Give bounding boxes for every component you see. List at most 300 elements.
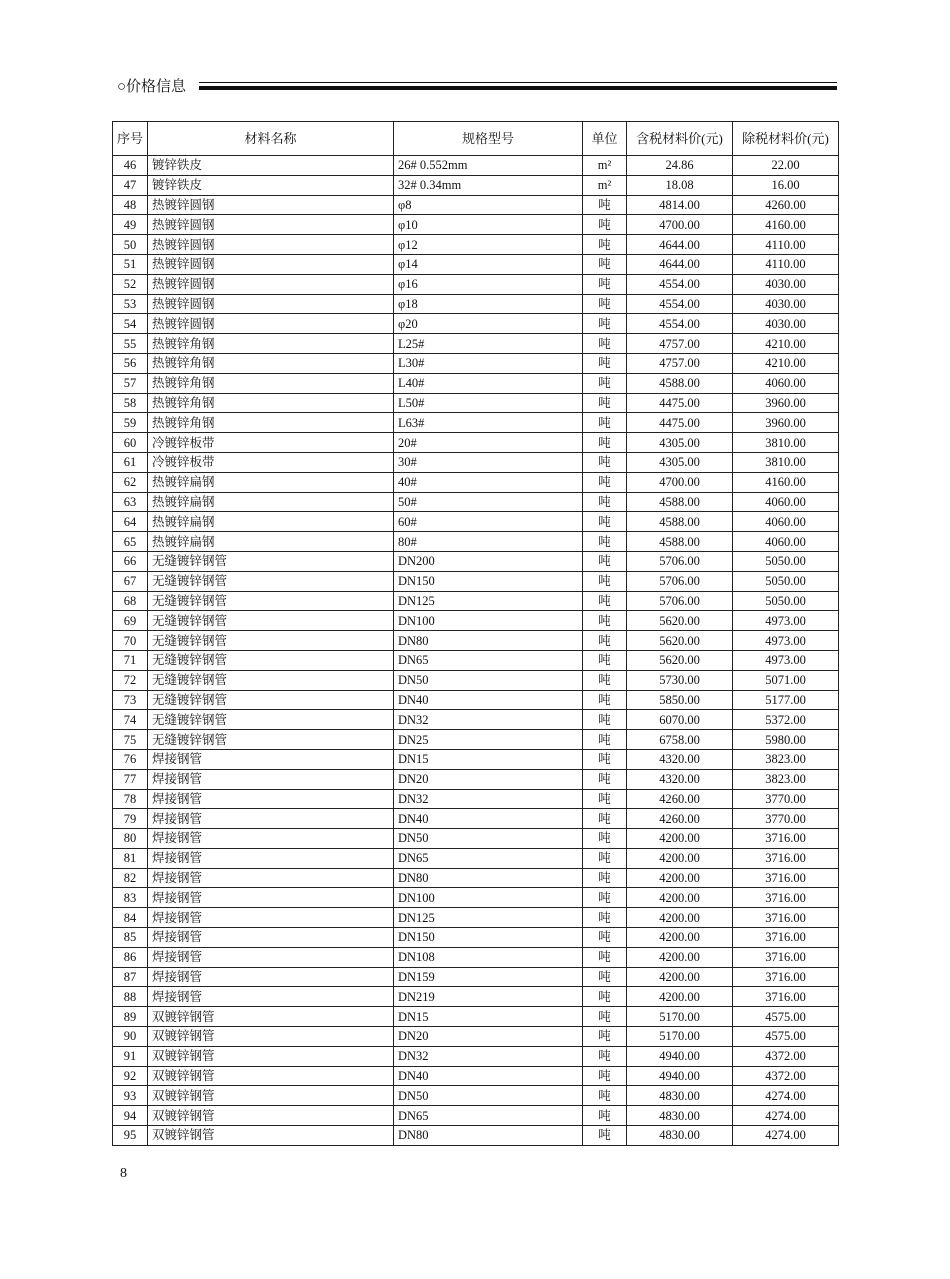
- cell-price-with-tax: 4700.00: [627, 472, 733, 492]
- cell-unit: 吨: [583, 571, 627, 591]
- cell-price-without-tax: 3716.00: [733, 947, 839, 967]
- cell-name: 热镀锌扁钢: [148, 532, 394, 552]
- table-row: [113, 1046, 839, 1066]
- cell-no: 80: [113, 829, 148, 849]
- cell-price-with-tax: 4260.00: [627, 789, 733, 809]
- cell-price-without-tax: 16.00: [733, 175, 839, 195]
- cell-price-with-tax: 4757.00: [627, 334, 733, 354]
- cell-name: 无缝镀锌钢管: [148, 611, 394, 631]
- cell-spec: 20#: [394, 433, 583, 453]
- cell-name: 热镀锌角钢: [148, 334, 394, 354]
- cell-unit: m²: [583, 156, 627, 176]
- table-row: [113, 492, 839, 512]
- table-row: [113, 235, 839, 255]
- cell-no: 48: [113, 195, 148, 215]
- cell-no: 53: [113, 294, 148, 314]
- cell-price-without-tax: 4210.00: [733, 353, 839, 373]
- cell-no: 95: [113, 1126, 148, 1146]
- table-body: [113, 156, 839, 1146]
- cell-spec: 30#: [394, 452, 583, 472]
- table-row: [113, 294, 839, 314]
- cell-no: 50: [113, 235, 148, 255]
- col-header-spec: 规格型号: [394, 122, 583, 156]
- table-header-row: [113, 122, 839, 156]
- cell-price-without-tax: 4260.00: [733, 195, 839, 215]
- cell-price-without-tax: 3716.00: [733, 967, 839, 987]
- table-row: [113, 670, 839, 690]
- cell-price-without-tax: 5050.00: [733, 591, 839, 611]
- cell-price-with-tax: 4200.00: [627, 967, 733, 987]
- cell-unit: 吨: [583, 710, 627, 730]
- cell-price-without-tax: 4274.00: [733, 1126, 839, 1146]
- cell-unit: 吨: [583, 373, 627, 393]
- cell-no: 61: [113, 452, 148, 472]
- cell-unit: 吨: [583, 611, 627, 631]
- cell-price-without-tax: 5071.00: [733, 670, 839, 690]
- section-header: [115, 76, 837, 100]
- table-row: [113, 1106, 839, 1126]
- cell-unit: 吨: [583, 314, 627, 334]
- cell-unit: 吨: [583, 433, 627, 453]
- table-row: [113, 789, 839, 809]
- cell-price-without-tax: 5980.00: [733, 730, 839, 750]
- cell-price-with-tax: 4200.00: [627, 888, 733, 908]
- cell-unit: 吨: [583, 749, 627, 769]
- cell-price-without-tax: 4030.00: [733, 314, 839, 334]
- cell-price-without-tax: 3960.00: [733, 413, 839, 433]
- cell-price-with-tax: 5620.00: [627, 631, 733, 651]
- table-row: [113, 353, 839, 373]
- table-row: [113, 314, 839, 334]
- cell-name: 无缝镀锌钢管: [148, 591, 394, 611]
- cell-spec: φ20: [394, 314, 583, 334]
- cell-name: 焊接钢管: [148, 769, 394, 789]
- cell-name: 焊接钢管: [148, 809, 394, 829]
- cell-spec: φ16: [394, 274, 583, 294]
- cell-name: 无缝镀锌钢管: [148, 710, 394, 730]
- cell-spec: DN100: [394, 888, 583, 908]
- cell-spec: DN80: [394, 868, 583, 888]
- cell-no: 54: [113, 314, 148, 334]
- cell-unit: 吨: [583, 254, 627, 274]
- cell-name: 热镀锌角钢: [148, 413, 394, 433]
- table-row: [113, 175, 839, 195]
- cell-unit: 吨: [583, 769, 627, 789]
- cell-price-without-tax: 4060.00: [733, 373, 839, 393]
- section-title: ○价格信息: [117, 79, 187, 95]
- cell-price-with-tax: 4200.00: [627, 908, 733, 928]
- cell-spec: DN25: [394, 730, 583, 750]
- cell-price-without-tax: 4372.00: [733, 1066, 839, 1086]
- cell-unit: 吨: [583, 888, 627, 908]
- cell-no: 57: [113, 373, 148, 393]
- cell-name: 无缝镀锌钢管: [148, 551, 394, 571]
- cell-unit: 吨: [583, 274, 627, 294]
- cell-no: 76: [113, 749, 148, 769]
- cell-price-with-tax: 18.08: [627, 175, 733, 195]
- cell-no: 83: [113, 888, 148, 908]
- cell-unit: 吨: [583, 532, 627, 552]
- cell-spec: L40#: [394, 373, 583, 393]
- table-row: [113, 947, 839, 967]
- table-row: [113, 690, 839, 710]
- cell-price-with-tax: 4200.00: [627, 848, 733, 868]
- cell-unit: 吨: [583, 353, 627, 373]
- cell-unit: 吨: [583, 512, 627, 532]
- cell-unit: 吨: [583, 452, 627, 472]
- table-row: [113, 571, 839, 591]
- cell-no: 75: [113, 730, 148, 750]
- cell-unit: 吨: [583, 1007, 627, 1027]
- cell-spec: L63#: [394, 413, 583, 433]
- cell-spec: DN200: [394, 551, 583, 571]
- cell-no: 81: [113, 848, 148, 868]
- cell-price-with-tax: 4700.00: [627, 215, 733, 235]
- cell-spec: DN159: [394, 967, 583, 987]
- cell-spec: DN32: [394, 789, 583, 809]
- cell-price-without-tax: 5177.00: [733, 690, 839, 710]
- cell-name: 热镀锌圆钢: [148, 195, 394, 215]
- cell-name: 焊接钢管: [148, 829, 394, 849]
- cell-unit: 吨: [583, 868, 627, 888]
- cell-spec: DN20: [394, 769, 583, 789]
- cell-price-with-tax: 4554.00: [627, 314, 733, 334]
- header-rule-thin: [199, 82, 837, 83]
- cell-price-with-tax: 4475.00: [627, 393, 733, 413]
- cell-unit: 吨: [583, 195, 627, 215]
- cell-no: 67: [113, 571, 148, 591]
- cell-no: 72: [113, 670, 148, 690]
- cell-spec: 32# 0.34mm: [394, 175, 583, 195]
- cell-unit: 吨: [583, 1126, 627, 1146]
- table-row: [113, 591, 839, 611]
- cell-spec: φ10: [394, 215, 583, 235]
- cell-price-without-tax: 4110.00: [733, 254, 839, 274]
- header-rule-thick: [199, 86, 837, 90]
- table-row: [113, 987, 839, 1007]
- cell-spec: DN40: [394, 1066, 583, 1086]
- cell-spec: 60#: [394, 512, 583, 532]
- cell-price-with-tax: 4588.00: [627, 373, 733, 393]
- cell-no: 84: [113, 908, 148, 928]
- cell-spec: φ18: [394, 294, 583, 314]
- cell-price-without-tax: 4160.00: [733, 472, 839, 492]
- col-header-unit: 单位: [583, 122, 627, 156]
- cell-no: 49: [113, 215, 148, 235]
- cell-price-with-tax: 5170.00: [627, 1007, 733, 1027]
- cell-price-without-tax: 4060.00: [733, 492, 839, 512]
- cell-price-with-tax: 4200.00: [627, 928, 733, 948]
- cell-spec: DN20: [394, 1027, 583, 1047]
- cell-spec: DN50: [394, 1086, 583, 1106]
- cell-price-with-tax: 4830.00: [627, 1106, 733, 1126]
- cell-price-without-tax: 22.00: [733, 156, 839, 176]
- cell-name: 热镀锌扁钢: [148, 472, 394, 492]
- cell-spec: 50#: [394, 492, 583, 512]
- cell-spec: 26# 0.552mm: [394, 156, 583, 176]
- cell-price-without-tax: 4060.00: [733, 532, 839, 552]
- cell-spec: DN32: [394, 710, 583, 730]
- cell-unit: 吨: [583, 334, 627, 354]
- cell-price-without-tax: 4973.00: [733, 631, 839, 651]
- cell-name: 热镀锌扁钢: [148, 512, 394, 532]
- cell-unit: 吨: [583, 591, 627, 611]
- cell-unit: 吨: [583, 908, 627, 928]
- cell-price-with-tax: 4554.00: [627, 294, 733, 314]
- cell-name: 镀锌铁皮: [148, 156, 394, 176]
- cell-name: 热镀锌圆钢: [148, 254, 394, 274]
- col-header-name: 材料名称: [148, 122, 394, 156]
- price-table: [112, 121, 839, 1146]
- cell-name: 焊接钢管: [148, 848, 394, 868]
- table-row: [113, 551, 839, 571]
- cell-name: 双镀锌钢管: [148, 1027, 394, 1047]
- cell-name: 冷镀锌板带: [148, 433, 394, 453]
- table-row: [113, 452, 839, 472]
- cell-unit: 吨: [583, 215, 627, 235]
- table-row: [113, 472, 839, 492]
- cell-unit: 吨: [583, 789, 627, 809]
- cell-no: 71: [113, 650, 148, 670]
- cell-price-with-tax: 4200.00: [627, 987, 733, 1007]
- cell-unit: 吨: [583, 829, 627, 849]
- cell-price-without-tax: 5372.00: [733, 710, 839, 730]
- cell-price-with-tax: 24.86: [627, 156, 733, 176]
- cell-no: 47: [113, 175, 148, 195]
- cell-unit: 吨: [583, 730, 627, 750]
- cell-name: 冷镀锌板带: [148, 452, 394, 472]
- table-row: [113, 274, 839, 294]
- cell-unit: 吨: [583, 235, 627, 255]
- cell-price-without-tax: 4274.00: [733, 1086, 839, 1106]
- table-row: [113, 710, 839, 730]
- cell-unit: 吨: [583, 1066, 627, 1086]
- cell-name: 无缝镀锌钢管: [148, 670, 394, 690]
- cell-price-without-tax: 3716.00: [733, 848, 839, 868]
- cell-price-with-tax: 5620.00: [627, 650, 733, 670]
- cell-spec: DN65: [394, 1106, 583, 1126]
- cell-name: 热镀锌圆钢: [148, 274, 394, 294]
- cell-unit: 吨: [583, 413, 627, 433]
- cell-name: 无缝镀锌钢管: [148, 650, 394, 670]
- cell-price-without-tax: 3810.00: [733, 433, 839, 453]
- cell-price-with-tax: 4830.00: [627, 1126, 733, 1146]
- table-row: [113, 730, 839, 750]
- table-row: [113, 215, 839, 235]
- cell-no: 77: [113, 769, 148, 789]
- table-row: [113, 928, 839, 948]
- cell-spec: DN125: [394, 591, 583, 611]
- cell-no: 55: [113, 334, 148, 354]
- cell-spec: DN80: [394, 631, 583, 651]
- table-row: [113, 393, 839, 413]
- cell-price-without-tax: 3770.00: [733, 809, 839, 829]
- table-row: [113, 631, 839, 651]
- page-number: 8: [120, 1166, 127, 1181]
- table-row: [113, 908, 839, 928]
- cell-price-with-tax: 4554.00: [627, 274, 733, 294]
- table-row: [113, 888, 839, 908]
- cell-price-with-tax: 4200.00: [627, 947, 733, 967]
- cell-no: 64: [113, 512, 148, 532]
- cell-name: 热镀锌角钢: [148, 353, 394, 373]
- cell-no: 78: [113, 789, 148, 809]
- cell-spec: DN100: [394, 611, 583, 631]
- cell-price-without-tax: 3716.00: [733, 987, 839, 1007]
- cell-spec: DN150: [394, 571, 583, 591]
- cell-unit: 吨: [583, 947, 627, 967]
- cell-no: 90: [113, 1027, 148, 1047]
- cell-no: 56: [113, 353, 148, 373]
- table-row: [113, 1066, 839, 1086]
- table-row: [113, 512, 839, 532]
- cell-price-with-tax: 5620.00: [627, 611, 733, 631]
- cell-price-without-tax: 4060.00: [733, 512, 839, 532]
- col-header-price-without-tax: 除税材料价(元): [733, 122, 839, 156]
- cell-unit: 吨: [583, 492, 627, 512]
- cell-spec: L50#: [394, 393, 583, 413]
- cell-no: 70: [113, 631, 148, 651]
- cell-no: 89: [113, 1007, 148, 1027]
- cell-unit: 吨: [583, 809, 627, 829]
- cell-price-with-tax: 4830.00: [627, 1086, 733, 1106]
- cell-name: 无缝镀锌钢管: [148, 730, 394, 750]
- cell-spec: DN125: [394, 908, 583, 928]
- table-row: [113, 1086, 839, 1106]
- cell-name: 焊接钢管: [148, 987, 394, 1007]
- cell-no: 59: [113, 413, 148, 433]
- table-row: [113, 413, 839, 433]
- cell-no: 82: [113, 868, 148, 888]
- cell-unit: 吨: [583, 472, 627, 492]
- cell-price-with-tax: 5706.00: [627, 591, 733, 611]
- cell-spec: φ8: [394, 195, 583, 215]
- cell-price-without-tax: 4274.00: [733, 1106, 839, 1126]
- cell-unit: 吨: [583, 1046, 627, 1066]
- cell-no: 88: [113, 987, 148, 1007]
- cell-price-without-tax: 3960.00: [733, 393, 839, 413]
- cell-price-without-tax: 4973.00: [733, 650, 839, 670]
- table-row: [113, 433, 839, 453]
- cell-name: 双镀锌钢管: [148, 1086, 394, 1106]
- cell-price-without-tax: 4030.00: [733, 294, 839, 314]
- cell-spec: DN65: [394, 650, 583, 670]
- cell-no: 65: [113, 532, 148, 552]
- cell-no: 94: [113, 1106, 148, 1126]
- cell-no: 51: [113, 254, 148, 274]
- cell-no: 58: [113, 393, 148, 413]
- cell-name: 热镀锌角钢: [148, 393, 394, 413]
- table-row: [113, 829, 839, 849]
- cell-price-without-tax: 3716.00: [733, 888, 839, 908]
- cell-name: 镀锌铁皮: [148, 175, 394, 195]
- cell-spec: φ12: [394, 235, 583, 255]
- cell-price-with-tax: 4588.00: [627, 492, 733, 512]
- table-row: [113, 195, 839, 215]
- cell-price-without-tax: 5050.00: [733, 571, 839, 591]
- cell-no: 93: [113, 1086, 148, 1106]
- cell-no: 87: [113, 967, 148, 987]
- cell-price-with-tax: 4757.00: [627, 353, 733, 373]
- cell-name: 焊接钢管: [148, 908, 394, 928]
- cell-spec: DN15: [394, 1007, 583, 1027]
- table-row: [113, 749, 839, 769]
- cell-spec: 80#: [394, 532, 583, 552]
- cell-price-with-tax: 5706.00: [627, 551, 733, 571]
- table-row: [113, 769, 839, 789]
- cell-no: 73: [113, 690, 148, 710]
- cell-name: 热镀锌圆钢: [148, 215, 394, 235]
- cell-spec: DN40: [394, 690, 583, 710]
- cell-unit: 吨: [583, 928, 627, 948]
- cell-unit: 吨: [583, 1027, 627, 1047]
- cell-price-with-tax: 4588.00: [627, 512, 733, 532]
- cell-price-with-tax: 4320.00: [627, 749, 733, 769]
- cell-name: 焊接钢管: [148, 789, 394, 809]
- cell-spec: DN65: [394, 848, 583, 868]
- cell-no: 74: [113, 710, 148, 730]
- col-header-no: 序号: [113, 122, 148, 156]
- cell-price-without-tax: 3823.00: [733, 769, 839, 789]
- cell-no: 68: [113, 591, 148, 611]
- table-row: [113, 254, 839, 274]
- cell-unit: 吨: [583, 294, 627, 314]
- cell-price-with-tax: 4940.00: [627, 1066, 733, 1086]
- cell-unit: 吨: [583, 987, 627, 1007]
- cell-price-with-tax: 6758.00: [627, 730, 733, 750]
- table-row: [113, 611, 839, 631]
- cell-name: 热镀锌圆钢: [148, 314, 394, 334]
- cell-price-without-tax: 4110.00: [733, 235, 839, 255]
- cell-spec: DN15: [394, 749, 583, 769]
- cell-price-with-tax: 5730.00: [627, 670, 733, 690]
- cell-unit: 吨: [583, 670, 627, 690]
- cell-spec: 40#: [394, 472, 583, 492]
- cell-name: 无缝镀锌钢管: [148, 690, 394, 710]
- cell-price-with-tax: 4814.00: [627, 195, 733, 215]
- cell-price-with-tax: 4588.00: [627, 532, 733, 552]
- cell-price-with-tax: 6070.00: [627, 710, 733, 730]
- cell-name: 焊接钢管: [148, 868, 394, 888]
- cell-spec: DN50: [394, 670, 583, 690]
- cell-price-with-tax: 4320.00: [627, 769, 733, 789]
- cell-no: 66: [113, 551, 148, 571]
- table-row: [113, 650, 839, 670]
- cell-no: 63: [113, 492, 148, 512]
- cell-name: 热镀锌圆钢: [148, 294, 394, 314]
- cell-price-without-tax: 3770.00: [733, 789, 839, 809]
- cell-name: 双镀锌钢管: [148, 1066, 394, 1086]
- cell-unit: m²: [583, 175, 627, 195]
- cell-price-without-tax: 4575.00: [733, 1027, 839, 1047]
- cell-name: 无缝镀锌钢管: [148, 571, 394, 591]
- cell-name: 双镀锌钢管: [148, 1046, 394, 1066]
- cell-no: 85: [113, 928, 148, 948]
- table-row: [113, 868, 839, 888]
- cell-unit: 吨: [583, 690, 627, 710]
- cell-price-without-tax: 3716.00: [733, 928, 839, 948]
- cell-price-without-tax: 4973.00: [733, 611, 839, 631]
- cell-no: 46: [113, 156, 148, 176]
- cell-price-with-tax: 4305.00: [627, 433, 733, 453]
- cell-price-without-tax: 4372.00: [733, 1046, 839, 1066]
- cell-unit: 吨: [583, 393, 627, 413]
- cell-spec: L25#: [394, 334, 583, 354]
- cell-name: 焊接钢管: [148, 947, 394, 967]
- cell-name: 焊接钢管: [148, 888, 394, 908]
- cell-unit: 吨: [583, 650, 627, 670]
- cell-price-without-tax: 4160.00: [733, 215, 839, 235]
